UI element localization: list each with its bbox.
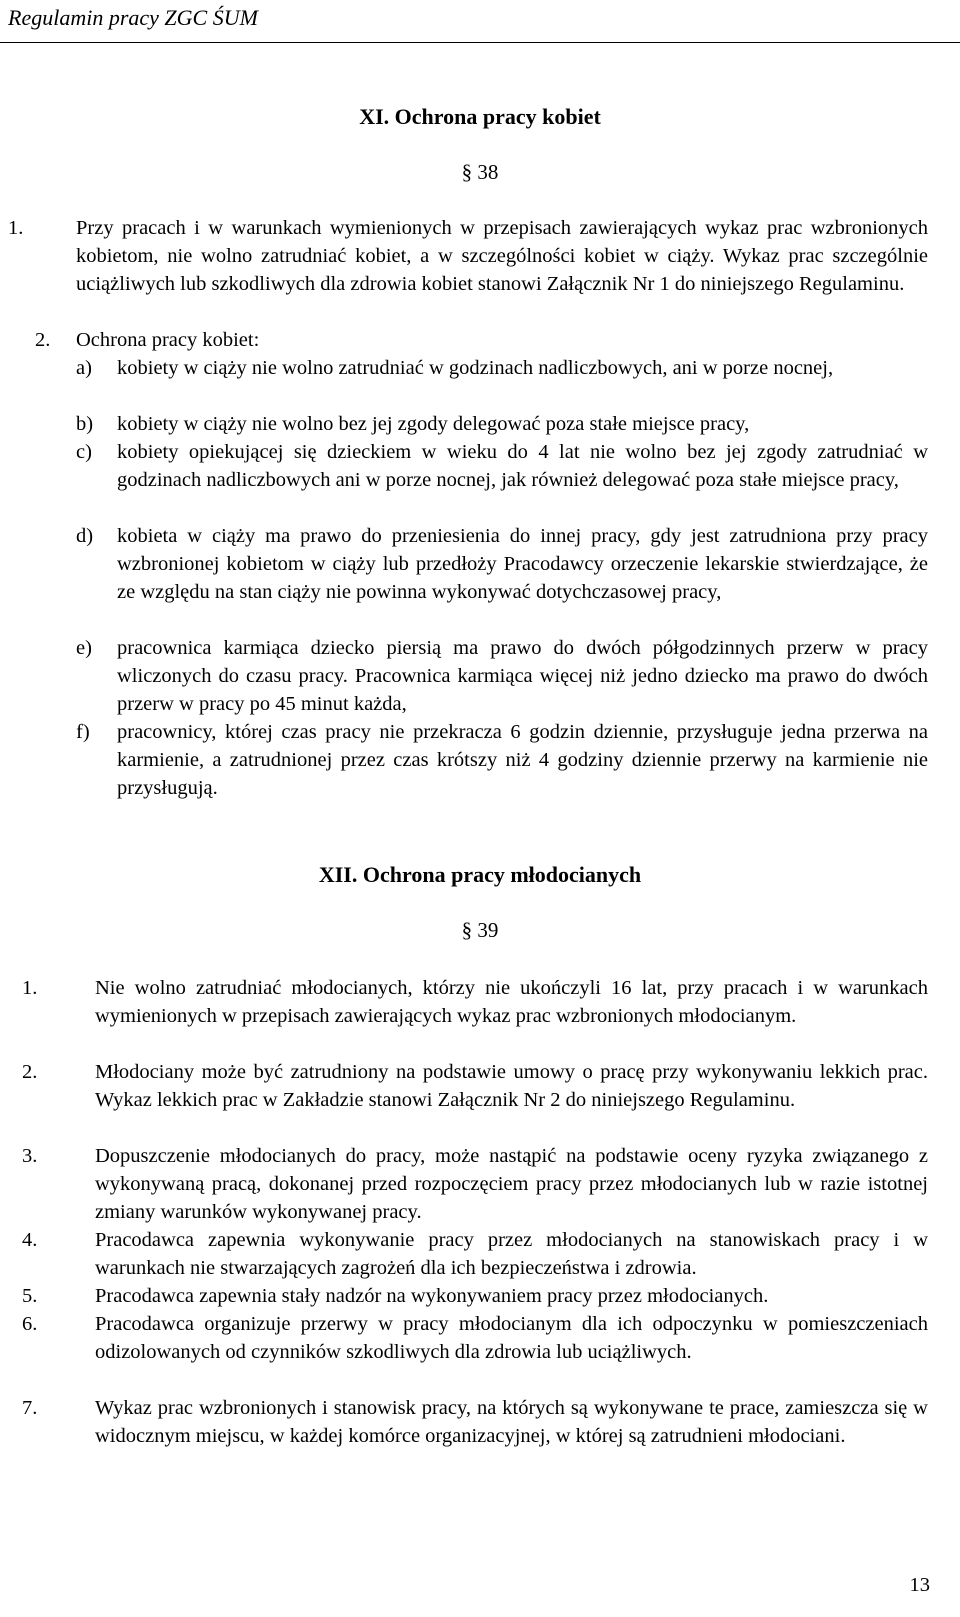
subitem-text: pracownicy, której czas pracy nie przekracza 6 godzin dziennie, przysługuje jedna przerwa na karmienie, a zatrudnionej przez czas krótszy niż 4 godziny dziennie przerwy na karmienie nie przysługują. (117, 721, 928, 799)
paragraph-38: § 38 (461, 160, 499, 184)
section-title-xi: XI. Ochrona pracy kobiet (359, 104, 601, 129)
header-divider (0, 42, 960, 43)
subitem-letter: e) (76, 637, 92, 659)
item-number: 3. (22, 1145, 38, 1167)
item-text: Ochrona pracy kobiet: (76, 329, 260, 351)
item-text: Nie wolno zatrudniać młodocianych, którzy nie ukończyli 16 lat, przy pracach i w warunkach wymienionych w przepisach zawierających wykaz prac wzbronionych młodocianym. (95, 977, 928, 1027)
item-number: 2. (35, 329, 51, 351)
subitem-text: kobieta w ciąży ma prawo do przeniesienia do innej pracy, gdy jest zatrudniona przy pracy wzbronionej kobietom w ciąży lub przedłoży Pracodawcy orzeczenie lekarskie stwierdzające, że ze względu na stan ciąży nie powinna wykonywać dotychczasowej pracy, (117, 525, 928, 603)
item-number: 1. (8, 217, 24, 239)
document-header: Regulamin pracy ZGC ŚUM (8, 5, 258, 30)
page-number: 13 (909, 1574, 930, 1596)
item-number: 1. (22, 977, 38, 999)
subitem-text: kobiety w ciąży nie wolno bez jej zgody delegować poza stałe miejsce pracy, (117, 413, 750, 435)
subitem-text: kobiety opiekującej się dzieckiem w wieku do 4 lat nie wolno bez jej zgody zatrudniać w godzinach nadliczbowych ani w porze nocnej, jak również delegować poza stałe miejsce pracy, (117, 441, 928, 491)
subitem-letter: f) (76, 721, 90, 743)
section-title-xii: XII. Ochrona pracy młodocianych (318, 862, 642, 887)
item-number: 4. (22, 1229, 38, 1251)
item-text: Dopuszczenie młodocianych do pracy, może nastąpić na podstawie oceny ryzyka związanego z wykonywaną pracą, dokonanej przed rozpoczęciem pracy przez młodocianych lub w razie istotnej zmiany warunków wykonywanej pracy. (95, 1145, 928, 1223)
item-text: Pracodawca organizuje przerwy w pracy młodocianym dla ich odpoczynku w pomieszczeniach odizolowanych od czynników szkodliwych dla zdrowia lub uciążliwych. (95, 1313, 928, 1363)
paragraph-39: § 39 (461, 918, 499, 942)
item-number: 2. (22, 1061, 38, 1083)
subitem-text: pracownica karmiąca dziecko piersią ma prawo do dwóch półgodzinnych przerw w pracy wliczonych do czasu pracy. Pracownica karmiąca więcej niż jedno dziecko ma prawo do dwóch przerw w pracy po 45 minut każda, (117, 637, 928, 715)
subitem-letter: b) (76, 413, 94, 435)
item-number: 5. (22, 1285, 38, 1307)
item-text: Wykaz prac wzbronionych i stanowisk pracy, na których są wykonywane te prace, zamieszcza się w widocznym miejscu, w każdej komórce organizacyjnej, w której są zatrudnieni młodociani. (95, 1397, 928, 1447)
subitem-letter: a) (76, 357, 92, 379)
subitem-letter: d) (76, 525, 94, 547)
subitem-letter: c) (76, 441, 92, 463)
item-number: 7. (22, 1397, 38, 1419)
item-text: Pracodawca zapewnia stały nadzór na wykonywaniem pracy przez młodocianych. (95, 1285, 769, 1307)
item-text: Młodociany może być zatrudniony na podstawie umowy o pracę przy wykonywaniu lekkich prac. Wykaz lekkich prac w Zakładzie stanowi Załącznik Nr 2 do niniejszego Regulaminu. (95, 1061, 928, 1111)
item-number: 6. (22, 1313, 38, 1335)
item-text: Pracodawca zapewnia wykonywanie pracy przez młodocianych na stanowiskach pracy i w warunkach nie stwarzających zagrożeń dla ich bezpieczeństwa i zdrowia. (95, 1229, 928, 1279)
subitem-text: kobiety w ciąży nie wolno zatrudniać w godzinach nadliczbowych, ani w porze nocnej, (117, 357, 834, 379)
item-text: Przy pracach i w warunkach wymienionych w przepisach zawierających wykaz prac wzbronionych kobietom, nie wolno zatrudniać kobiet, a w szczególności kobiet w ciąży. Wykaz prac szczególnie uciążliwych lub szkodliwych dla zdrowia kobiet stanowi Załącznik Nr 1 do niniejszego Regulaminu. (76, 217, 928, 295)
